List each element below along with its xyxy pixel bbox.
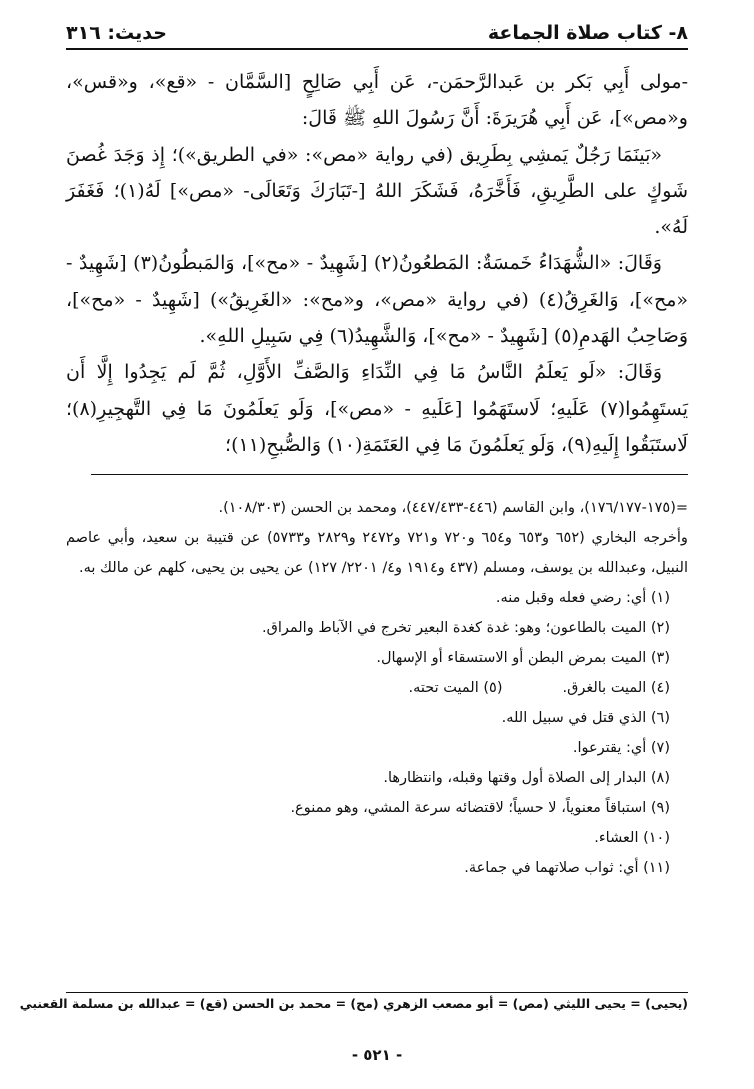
footnote-11: (١١) أي: ثواب صلاتهما في جماعة. (464, 860, 670, 877)
hadith-paragraph-branch: «بَينَمَا رَجُلٌ يَمشِي بِطَرِيق (في رواية «مص»: «في الطريق»)؛ إِذ وَجَدَ غُصنَ شَوكٍ على الطَّرِيقِ، فَأَخَّرَهُ، فَشَكَرَ اللهُ [-تَبَارَكَ وَتَعَالَى- «مص»] لَهُ(١)؛ فَغَفَرَ لَهُ». (66, 143, 688, 239)
footnote-10: (١٠) العشاء. (594, 830, 670, 847)
footnote-3: (٣) الميت بمرض البطن أو الاستسقاء أو الإسهال. (376, 650, 670, 667)
footnote-8: (٨) البدار إلى الصلاة أول وقتها وقبله، وانتظارها. (383, 770, 670, 787)
footnote-1: (١) أي: رضي فعله وقبل منه. (495, 590, 670, 607)
footnote-2: (٢) الميت بالطاعون؛ وهو: غدة كغدة البعير تخرج في الآباط والمراق. (261, 620, 670, 637)
footnote-5: (٥) الميت تحته. (408, 680, 503, 697)
footnotes (66, 493, 688, 883)
hadith-number: حديث: ٣١٦ (66, 22, 167, 44)
sigla-rule (66, 992, 688, 993)
hadith-paragraph-call: وَقَالَ: «لَو يَعلَمُ النَّاسُ مَا فِي النِّدَاءِ وَالصَّفِّ الأَوَّلِ، ثُمَّ لَم يَجِدُوا إِلَّا أَن يَستَهِمُوا(٧) عَلَيهِ؛ لَاستَهَمُوا [عَلَيهِ - «مص»]، وَلَو يَعلَمُونَ مَا فِي التَّهجِيرِ(٨)؛ لَاستَبَقُوا إِلَيهِ(٩)، وَلَو يَعلَمُونَ مَا فِي العَتَمَةِ(١٠) وَالصُّبحِ(١١)؛ (66, 361, 688, 456)
footnote-4-5-row (66, 673, 688, 703)
footnote-7: (٧) أي: يقترعوا. (572, 740, 670, 757)
page-number: - ٥٢١ - (351, 1046, 403, 1064)
sigla-key: (يحيى) = يحيى الليثي (مص) = أبو مصعب الزهري (مح) = محمد بن الحسن (قع) = عبدالله بن مسلمة القعنبي (19, 996, 688, 1011)
takhrij-line: =(١٧٥-١٧٦/١٧٧)، وابن القاسم (٤٤٦-٤٤٧/٤٣٣)، ومحمد بن الحسن (١٠٨/٣٠٣). (218, 500, 688, 517)
takhrij-paragraph: وأخرجه البخاري (٦٥٢ و٦٥٣ و٦٥٤ و٧٢٠ و٧٢١ و٢٤٧٢ و٢٨٢٩ و٥٧٣٣) عن قتيبة بن سعيد، وأبي عاصم النبيل، وعبدالله بن يوسف، ومسلم (٤٣٧ و١٩١٤ و٤/ ٢٢٠١/ ١٢٧) عن يحيى بن يحيى، كلهم عن مالك به. (66, 530, 688, 577)
chapter-title: ٨- كتاب صلاة الجماعة (487, 22, 688, 44)
footnote-6: (٦) الذي قتل في سبيل الله. (501, 710, 670, 727)
hadith-isnad: -مولى أَبِي بَكر بن عَبدالرَّحمَن-، عَن أَبِي صَالِحٍ [السَّمَّان - «قع»، و«قس»، و«مص»]، عَن أَبِي هُرَيرَةَ: أَنَّ رَسُولَ اللهِ ﷺ قَالَ: (66, 71, 688, 130)
running-header (66, 14, 688, 44)
hadith-paragraph-martyrs: وَقَالَ: «الشُّهَدَاءُ خَمسَةٌ: المَطعُونُ(٢) [شَهِيدٌ - «مح»]، وَالمَبطُونُ(٣) [شَهِيدٌ - «مح»]، وَالغَرِقُ(٤) (في رواية «مص»، و«مح»: «الغَرِيقُ») [شَهِيدٌ - «مح»]، وَصَاحِبُ الهَدمِ(٥) [شَهِيدٌ - «مح»]، وَالشَّهِيدُ(٦) فِي سَبِيلِ اللهِ». (66, 252, 689, 348)
hadith-text (66, 64, 688, 463)
footnote-separator (91, 474, 688, 475)
footnote-9: (٩) استباقاً معنوياً، لا حسياً؛ لاقتضائه سرعة المشي، وهو ممنوع. (290, 800, 670, 817)
footnote-4: (٤) الميت بالغرق. (562, 680, 670, 697)
header-rule (66, 48, 688, 50)
